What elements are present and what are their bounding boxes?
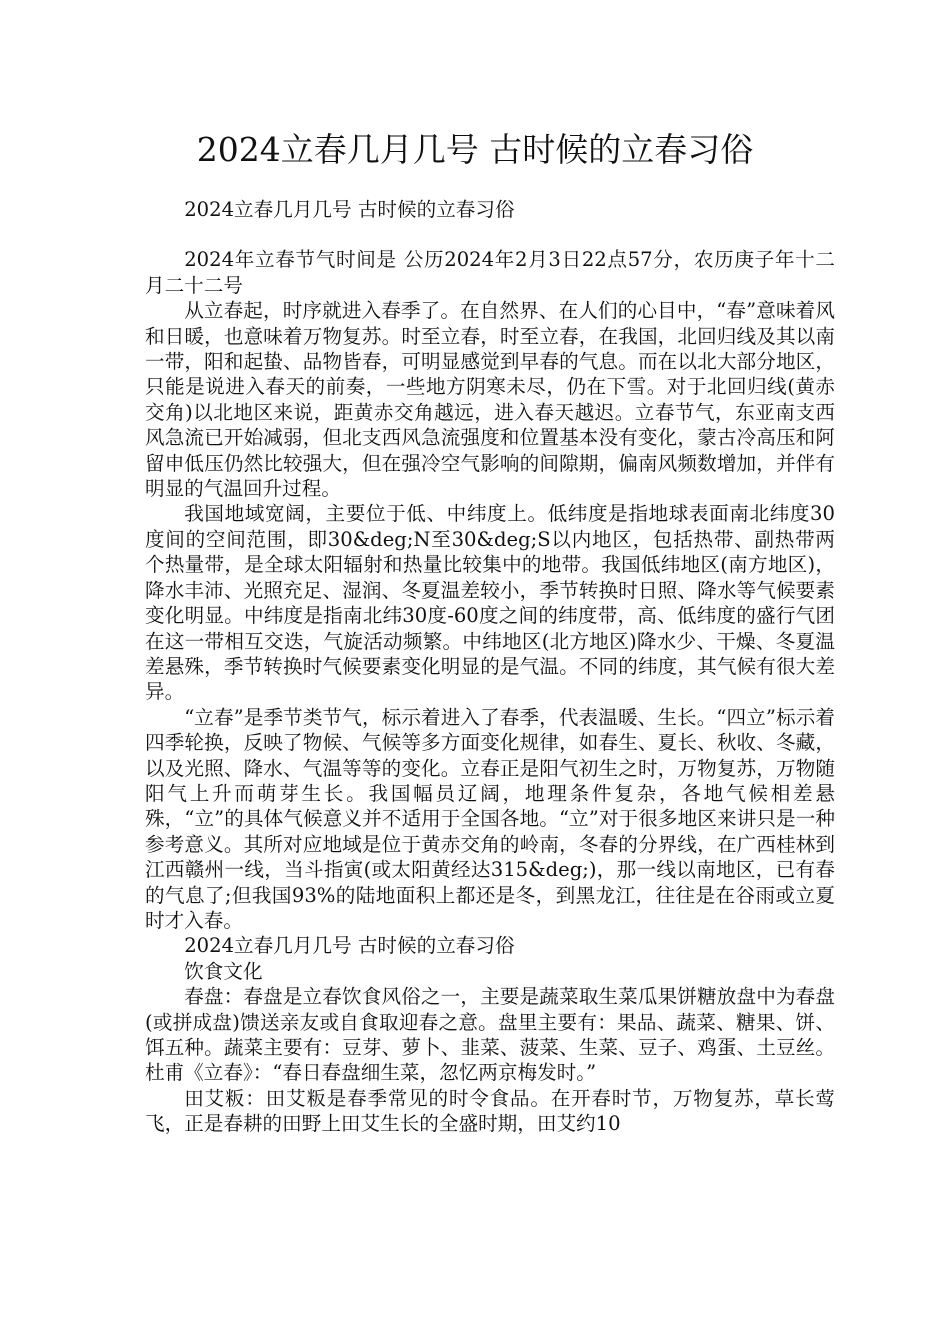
document-body xyxy=(145,197,835,1137)
section-heading: 饮食文化 xyxy=(184,959,263,983)
body-paragraph: 2024年立春节气时间是 公历2024年2月3日22点57分，农历庚子年十二月二十二号 xyxy=(145,248,835,297)
section-heading: 2024立春几月几号 古时候的立春习俗 xyxy=(184,934,515,958)
document-title: 2024立春几月几号 古时候的立春习俗 xyxy=(196,130,754,169)
body-paragraph: 春盘：春盘是立春饮食风俗之一，主要是蔬菜取生菜瓜果饼糖放盘中为春盘(或拼成盘)馈送亲友或自食取迎春之意。盘里主要有：果品、蔬菜、糖果、饼、饵五种。蔬菜主要有：豆芽、萝卜、韭菜、菠菜、生菜、豆子、鸡蛋、土豆丝。杜甫《立春》：“春日春盘细生菜，忽忆两京梅发时。” xyxy=(145,985,835,1085)
body-paragraph: 田艾粄：田艾粄是春季常见的时令食品。在开春时节，万物复苏，草长莺飞，正是春耕的田野上田艾生长的全盛时期，田艾约10 xyxy=(145,1086,835,1136)
body-paragraph: 我国地域宽阔，主要位于低、中纬度上。低纬度是指地球表面南北纬度30度间的空间范围，即30&deg;N至30&deg;S以内地区，包括热带、副热带两个热量带，是全球太阳辐射和热量比较集中的地带。我国低纬地区(南方地区)，降水丰沛、光照充足、湿润、冬夏温差较小，季节转换时日照、降水等气候要素变化明显。中纬度是指南北纬30度-60度之间的纬度带，高、低纬度的盛行气团在这一带相互交迭，气旋活动频繁。中纬地区(北方地区)降水少、干燥、冬夏温差悬殊，季节转换时气候要素变化明显的是气温。不同的纬度，其气候有很大差异。 xyxy=(145,502,835,704)
subtitle-paragraph: 2024立春几月几号 古时候的立春习俗 xyxy=(184,198,515,221)
body-paragraph: 从立春起，时序就进入春季了。在自然界、在人们的心目中，“春”意味着风和日暖，也意味着万物复苏。时至立春，时至立春，在我国，北回归线及其以南一带，阳和起蛰、品物皆春，可明显感觉到早春的气息。而在以北大部分地区，只能是说进入春天的前奏，一些地方阴寒未尽，仍在下雪。对于北回归线(黄赤交角)以北地区来说，距黄赤交角越远，进入春天越迟。立春节气，东亚南支西风急流已开始减弱，但北支西风急流强度和位置基本没有变化，蒙古冷高压和阿留申低压仍然比较强大，但在强冷空气影响的间隙期，偏南风频数增加，并伴有明显的气温回升过程。 xyxy=(145,299,835,501)
body-paragraph: “立春”是季节类节气，标示着进入了春季，代表温暖、生长。“四立”标示着四季轮换，反映了物候、气候等多方面变化规律，如春生、夏长、秋收、冬藏，以及光照、降水、气温等等的变化。立春正是阳气初生之时，万物复苏，万物随阳气上升而萌芽生长。我国幅员辽阔，地理条件复杂，各地气候相差悬殊，“立”的具体气候意义并不适用于全国各地。“立”对于很多地区来讲只是一种参考意义。其所对应地域是位于黄赤交角的岭南，冬春的分界线，在广西桂林到江西赣州一线，当斗指寅(或太阳黄经达315&deg;)，那一线以南地区，已有春的气息了;但我国93%的陆地面积上都还是冬，到黑龙江，往往是在谷雨或立夏时才入春。 xyxy=(145,705,835,932)
